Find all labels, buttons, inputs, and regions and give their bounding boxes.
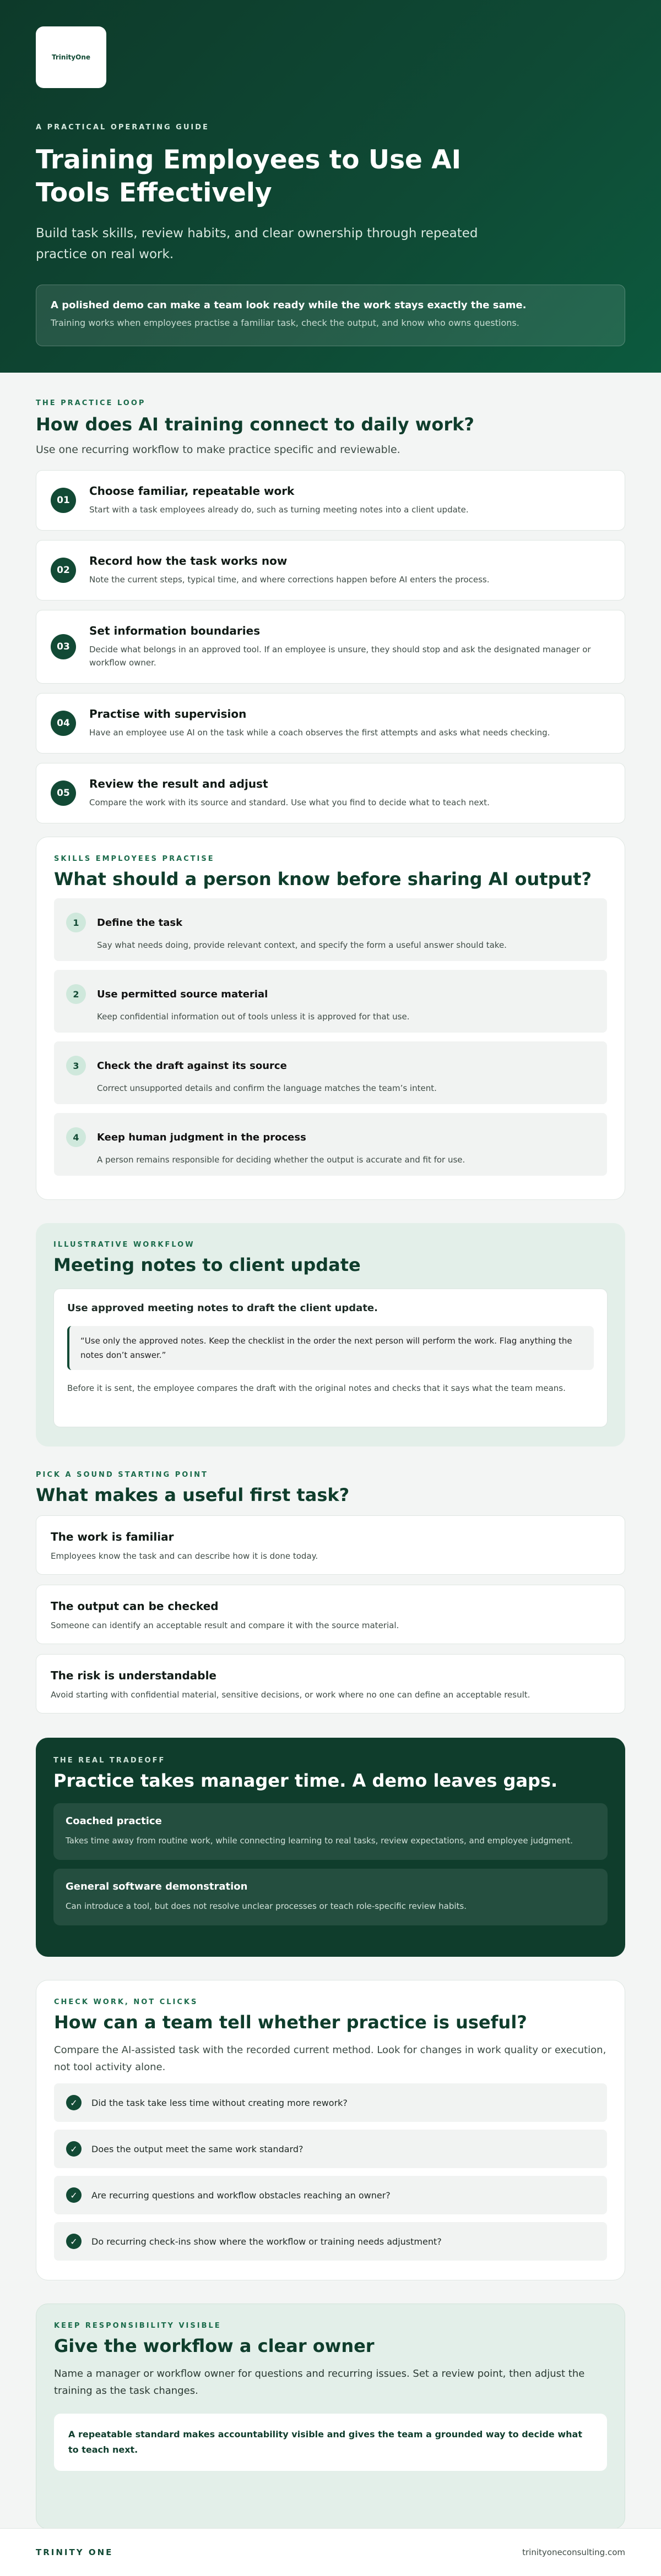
- task-desc: Someone can identify an acceptable result and compare it with the source material.: [51, 1620, 399, 1630]
- task-card: [36, 1654, 625, 1713]
- step-card: [36, 540, 625, 601]
- step-desc: Decide what belongs in an approved tool. If an employee is unsure, they should stop and ask the designated manager or workflow owner.: [89, 645, 591, 668]
- checkmark-icon: ✓: [66, 2187, 82, 2203]
- check-item: [54, 2083, 607, 2122]
- task-title: The output can be checked: [51, 1600, 219, 1613]
- task-title: The risk is understandable: [51, 1669, 216, 1682]
- section-kicker: THE PRACTICE LOOP: [36, 399, 146, 407]
- workflow-card-title: Use approved meeting notes to draft the client update.: [67, 1302, 378, 1314]
- footer-brand: TRINITY ONE: [36, 2547, 113, 2557]
- section-title: Give the workflow a clear owner: [54, 2335, 375, 2356]
- check-item: [54, 2222, 607, 2261]
- tradeoff-desc: Takes time away from routine work, while connecting learning to real tasks, review expectations, and employee judgment.: [66, 1836, 573, 1846]
- tradeoff-title: General software demonstration: [66, 1881, 248, 1892]
- step-desc: Note the current steps, typical time, and where corrections happen before AI enters the process.: [89, 575, 490, 585]
- checkmark-icon: ✓: [66, 2234, 82, 2249]
- page-footer: [0, 2528, 661, 2576]
- skill-item: [54, 1041, 607, 1104]
- task-card: [36, 1585, 625, 1644]
- step-desc: Compare the work with its source and standard. Use what you find to decide what to teach next.: [89, 798, 490, 807]
- checkmark-icon: ✓: [66, 2141, 82, 2157]
- skill-desc: Correct unsupported details and confirm the language matches the team’s intent.: [97, 1083, 437, 1093]
- checkmark-icon: ✓: [66, 2095, 82, 2110]
- section-kicker: KEEP RESPONSIBILITY VISIBLE: [54, 2322, 221, 2330]
- callout-title: A polished demo can make a team look ready while the work stays exactly the same.: [51, 299, 527, 311]
- section-title: Meeting notes to client update: [53, 1254, 361, 1275]
- skill-number: 2: [66, 984, 86, 1004]
- section-title: How can a team tell whether practice is useful?: [54, 2012, 527, 2033]
- step-card: [36, 470, 625, 531]
- check-section: [36, 1980, 625, 2280]
- step-title: Choose familiar, repeatable work: [89, 484, 295, 498]
- section-title: What should a person know before sharing AI output?: [54, 869, 592, 889]
- skill-title: Keep human judgment in the process: [97, 1131, 306, 1143]
- skills-section: [36, 837, 625, 1200]
- prompt-quote: “Use only the approved notes. Keep the checklist in the order the next person will perform the work. Flag anything the notes don’t answer.”: [67, 1326, 594, 1370]
- workflow-after-text: Before it is sent, the employee compares the draft with the original notes and checks that it says what the team means.: [67, 1383, 566, 1393]
- section-lead: Name a manager or workflow owner for questions and recurring issues. Set a review point, then adjust the training as the task changes.: [54, 2368, 585, 2397]
- skill-desc: A person remains responsible for deciding whether the output is accurate and fit for use.: [97, 1155, 465, 1165]
- section-title: Practice takes manager time. A demo leaves gaps.: [53, 1770, 558, 1791]
- step-desc: Have an employee use AI on the task while a coach observes the first attempts and asks what needs checking.: [89, 728, 550, 738]
- section-kicker: THE REAL TRADEOFF: [53, 1756, 166, 1765]
- step-number: 04: [51, 711, 76, 736]
- step-card: [36, 610, 625, 684]
- skill-desc: Keep confidential information out of tools unless it is approved for that use.: [97, 1012, 410, 1022]
- hero-callout: [36, 285, 625, 346]
- tradeoff-section: [36, 1738, 625, 1957]
- main-content: [0, 373, 661, 2529]
- skill-desc: Say what needs doing, provide relevant context, and specify the form a useful answer should take.: [97, 940, 507, 950]
- skill-item: [54, 1113, 607, 1176]
- section-lead: Use one recurring workflow to make practice specific and reviewable.: [36, 444, 400, 456]
- skill-item: [54, 970, 607, 1033]
- footer-url[interactable]: trinityoneconsulting.com: [522, 2547, 625, 2557]
- callout-text: Training works when employees practise a familiar task, check the output, and know who owns questions.: [51, 318, 519, 328]
- section-kicker: ILLUSTRATIVE WORKFLOW: [53, 1241, 195, 1249]
- hero: [0, 0, 661, 373]
- skill-number: 3: [66, 1056, 86, 1076]
- check-item: [54, 2176, 607, 2214]
- step-number: 05: [51, 781, 76, 806]
- skill-number: 1: [66, 913, 86, 932]
- check-item-text: Are recurring questions and workflow obstacles reaching an owner?: [91, 2190, 391, 2201]
- skill-title: Use permitted source material: [97, 988, 268, 1000]
- skill-title: Check the draft against its source: [97, 1060, 287, 1072]
- company-logo: TrinityOne: [36, 26, 106, 88]
- section-title: How does AI training connect to daily work?: [36, 414, 474, 435]
- task-desc: Avoid starting with confidential material, sensitive decisions, or work where no one can define an acceptable result.: [51, 1690, 530, 1700]
- step-number: 02: [51, 558, 76, 583]
- step-desc: Start with a task employees already do, such as turning meeting notes into a client update.: [89, 505, 469, 515]
- step-number: 01: [51, 488, 76, 513]
- workflow-section: [36, 1223, 625, 1447]
- section-title: What makes a useful first task?: [36, 1485, 350, 1505]
- tradeoff-title: Coached practice: [66, 1815, 162, 1827]
- check-item-text: Do recurring check-ins show where the workflow or training needs adjustment?: [91, 2236, 442, 2247]
- task-desc: Employees know the task and can describe how it is done today.: [51, 1551, 318, 1561]
- hero-subtitle: Build task skills, review habits, and clear ownership through repeated practice on real work.: [36, 226, 478, 261]
- section-lead: Compare the AI-assisted task with the recorded current method. Look for changes in work quality or execution, not tool activity alone.: [54, 2044, 606, 2073]
- step-title: Practise with supervision: [89, 707, 247, 721]
- owner-highlight: A repeatable standard makes accountability visible and gives the team a grounded way to decide what to teach next.: [54, 2414, 607, 2471]
- hero-kicker: A PRACTICAL OPERATING GUIDE: [36, 123, 209, 132]
- practice-loop-section: [36, 373, 625, 823]
- section-kicker: CHECK WORK, NOT CLICKS: [54, 1998, 198, 2006]
- skill-number: 4: [66, 1127, 86, 1147]
- skill-item: [54, 898, 607, 961]
- step-title: Set information boundaries: [89, 624, 261, 637]
- check-item: [54, 2130, 607, 2168]
- owner-section: [36, 2304, 625, 2529]
- task-card: [36, 1515, 625, 1575]
- check-item-text: Does the output meet the same work standard?: [91, 2143, 304, 2154]
- step-title: Record how the task works now: [89, 554, 288, 567]
- step-card: [36, 763, 625, 823]
- section-kicker: PICK A SOUND STARTING POINT: [36, 1471, 208, 1479]
- first-task-section: [36, 1471, 625, 1713]
- step-number: 03: [51, 634, 76, 659]
- tradeoff-desc: Can introduce a tool, but does not resolve unclear processes or teach role-specific review habits.: [66, 1901, 467, 1911]
- section-kicker: SKILLS EMPLOYEES PRACTISE: [54, 855, 215, 863]
- steps-list: [36, 470, 625, 823]
- tradeoff-card: [53, 1803, 608, 1860]
- check-item-text: Did the task take less time without creating more rework?: [91, 2097, 348, 2108]
- workflow-card: [53, 1289, 608, 1427]
- step-card: [36, 693, 625, 754]
- step-title: Review the result and adjust: [89, 777, 268, 790]
- tradeoff-card: [53, 1869, 608, 1925]
- page-title: Training Employees to Use AI Tools Effectively: [36, 145, 462, 208]
- task-title: The work is familiar: [51, 1530, 174, 1543]
- skill-title: Define the task: [97, 916, 183, 929]
